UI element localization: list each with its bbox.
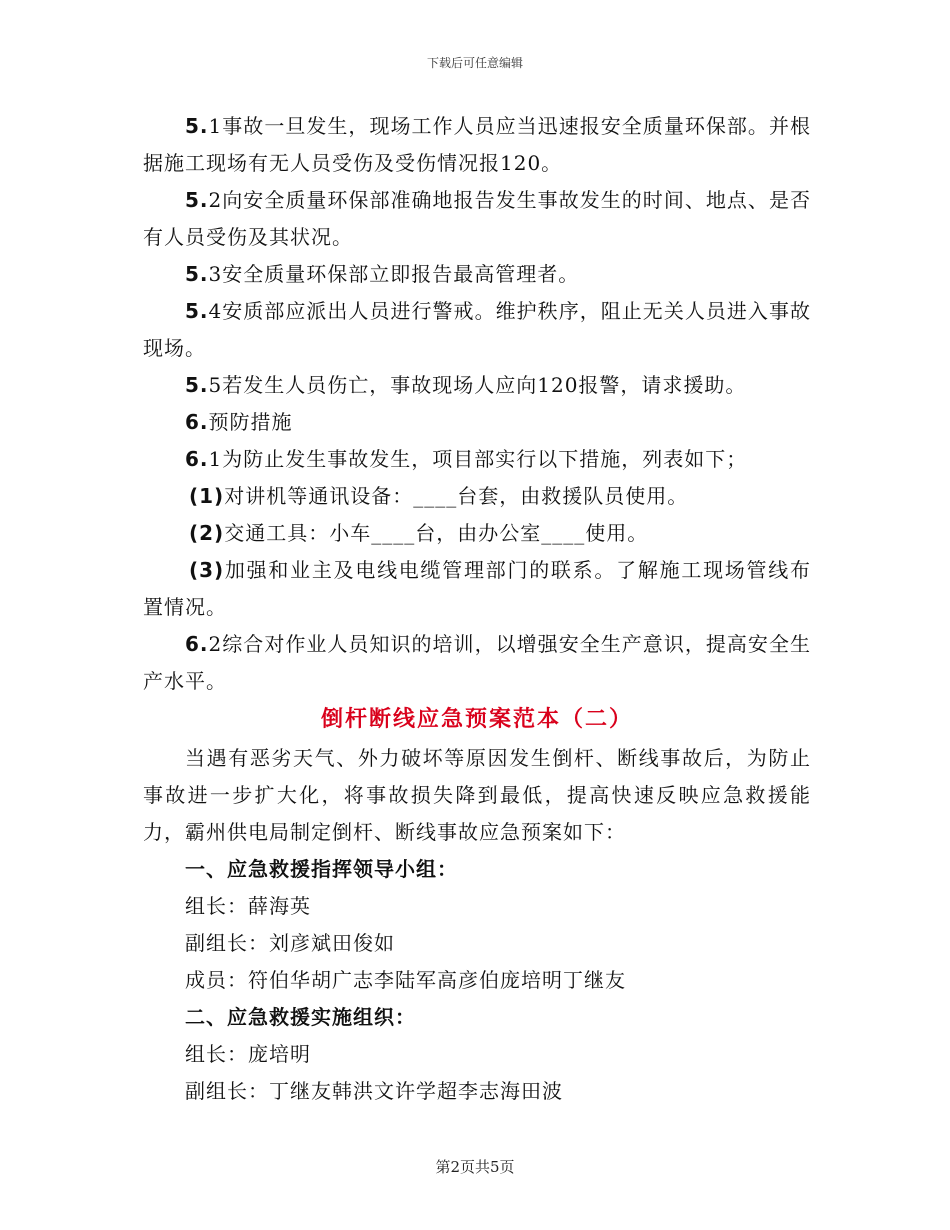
item-6-2 (143, 626, 811, 700)
item-number: (1) (189, 484, 225, 508)
item-number: 5. (185, 299, 209, 323)
item-number: 6. (185, 447, 209, 471)
item-5-4 (143, 293, 811, 367)
item-number: 5. (185, 262, 209, 286)
item-text: 2综合对作业人员知识的培训，以增强安全生产意识，提高安全生产水平。 (143, 632, 811, 693)
item-text: 1事故一旦发生，现场工作人员应当迅速报安全质量环保部。并根据施工现场有无人员受伤及受伤情况报120。 (143, 114, 811, 175)
item-6 (143, 404, 811, 441)
group2-deputy: 副组长：丁继友韩洪文许学超李志海田波 (185, 1079, 563, 1103)
group2-leader: 组长：庞培明 (185, 1042, 311, 1066)
intro-paragraph: 当遇有恶劣天气、外力破坏等原因发生倒杆、断线事故后，为防止事故进一步扩大化，将事故损失降到最低，提高快速反映应急救援能力，霸州供电局制定倒杆、断线事故应急预案如下： (143, 746, 811, 844)
item-6-1-3 (143, 552, 811, 626)
item-number: 5. (185, 373, 209, 397)
group1-leader: 组长：薛海英 (185, 894, 311, 918)
group1-members: 成员：符伯华胡广志李陆军高彦伯庞培明丁继友 (185, 968, 626, 992)
group1-heading: 一、应急救援指挥领导小组： (185, 857, 458, 881)
item-5-3 (143, 256, 811, 293)
item-text: 3安全质量环保部立即报告最高管理者。 (208, 262, 580, 286)
item-number: 5. (185, 188, 209, 212)
item-5-1 (143, 108, 811, 182)
section-title: 倒杆断线应急预案范本（二） (320, 707, 633, 732)
item-6-1-1 (143, 478, 811, 515)
group1-deputy: 副组长：刘彦斌田俊如 (185, 931, 395, 955)
item-6-1-2 (143, 515, 811, 552)
item-text: 2向安全质量环保部准确地报告发生事故发生的时间、地点、是否有人员受伤及其状况。 (143, 188, 811, 249)
item-text: 加强和业主及电线电缆管理部门的联系。了解施工现场管线布置情况。 (143, 558, 811, 619)
item-text: 4安质部应派出人员进行警戒。维护秩序，阻止无关人员进入事故现场。 (143, 299, 811, 360)
item-number: 6. (185, 632, 209, 656)
item-text: 5若发生人员伤亡，事故现场人应向120报警，请求援助。 (208, 373, 747, 397)
group2-heading: 二、应急救援实施组织： (185, 1005, 416, 1029)
item-6-1 (143, 441, 811, 478)
item-5-2 (143, 182, 811, 256)
item-number: 6. (185, 410, 209, 434)
item-text: 对讲机等通讯设备：____台套，由救援队员使用。 (224, 484, 689, 508)
item-number: (2) (189, 521, 225, 545)
item-text: 1为防止发生事故发生，项目部实行以下措施，列表如下； (208, 447, 748, 471)
page-header: 下载后可任意编辑 (426, 56, 523, 70)
item-number: (3) (189, 558, 225, 582)
item-number: 5. (185, 114, 209, 138)
document-body (143, 108, 811, 1110)
item-5-5 (143, 367, 811, 404)
item-text: 交通工具：小车____台，由办公室____使用。 (224, 521, 649, 545)
item-text: 预防措施 (208, 410, 293, 434)
page-footer: 第2页共5页 (435, 1158, 515, 1176)
